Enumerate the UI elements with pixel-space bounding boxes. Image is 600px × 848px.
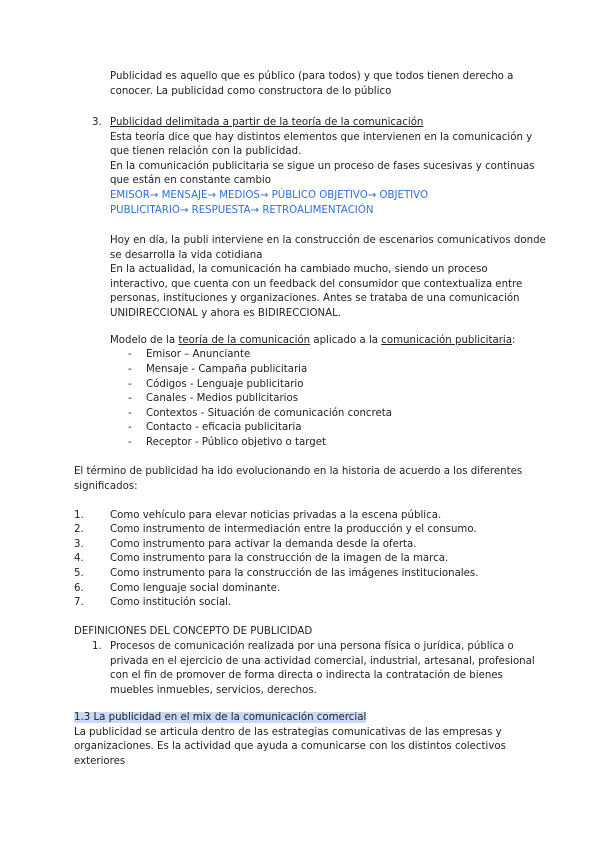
list-bullet: - bbox=[128, 379, 132, 390]
process-flow: EMISOR→ MENSAJE→ MEDIOS→ PÚBLICO OBJETIVO→ OBJETIVO bbox=[110, 189, 428, 201]
paragraph-publi bbox=[110, 234, 546, 322]
list-number: 5. bbox=[74, 568, 84, 579]
list-number: 7. bbox=[74, 597, 84, 608]
list-bullet: - bbox=[128, 364, 132, 375]
list-bullet: - bbox=[128, 422, 132, 433]
list-number: 6. bbox=[74, 583, 84, 594]
mix-section bbox=[74, 711, 506, 769]
list-item: Como institución social. bbox=[110, 597, 232, 608]
paragraph-line: privada en el ejercicio de una actividad comercial, industrial, artesanal, profesional bbox=[110, 655, 535, 667]
list-item: Como instrumento para la construcción de la imagen de la marca. bbox=[110, 553, 449, 564]
model-mid: aplicado a la bbox=[310, 335, 382, 346]
paragraph-line: que están en constante cambio bbox=[110, 175, 271, 187]
paragraph-line: se desarrolla la vida cotidiana bbox=[110, 249, 263, 261]
paragraph-line: significados: bbox=[74, 480, 138, 492]
list-item: Canales - Medios publicitarios bbox=[146, 393, 299, 404]
definition-paragraph bbox=[110, 640, 535, 698]
list-item: Como instrumento para la construcción de las imágenes institucionales. bbox=[110, 568, 479, 579]
list-number: 1. bbox=[74, 510, 84, 521]
paragraph-line: interactivo, que cuenta con un feedback del consumidor que contextualiza entre bbox=[110, 278, 523, 290]
list-number: 2. bbox=[74, 524, 84, 535]
list-number: 1. bbox=[92, 641, 102, 652]
model-heading bbox=[110, 334, 515, 349]
intro-line: conocer. La publicidad como constructora de lo público bbox=[110, 85, 392, 97]
list-item: Mensaje - Campaña publicitaria bbox=[146, 364, 308, 375]
intro-line: Publicidad es aquello que es público (para todos) y que todos tienen derecho a bbox=[110, 71, 514, 82]
list-item: Como instrumento para activar la demanda desde la oferta. bbox=[110, 539, 417, 550]
list-item: Como lenguaje social dominante. bbox=[110, 583, 281, 594]
paragraph-line: organizaciones. Es la actividad que ayuda a comunicarse con los distintos colectivos bbox=[74, 741, 506, 753]
paragraph-line: En la actualidad, la comunicación ha cambiado mucho, siendo un proceso bbox=[110, 264, 488, 276]
list-bullet: - bbox=[128, 437, 132, 448]
paragraph-line: UNIDIRECCIONAL y ahora es BIDIRECCIONAL. bbox=[110, 307, 341, 319]
paragraph-line: personas, instituciones y organizaciones. Antes se trataba de una comunicación bbox=[110, 293, 520, 305]
section-3 bbox=[110, 116, 535, 218]
list-bullet: - bbox=[128, 393, 132, 404]
list-item: Como instrumento de intermediación entre la producción y el consumo. bbox=[110, 524, 477, 535]
paragraph-line: Procesos de comunicación realizada por una persona física o jurídica, pública o bbox=[110, 641, 514, 652]
paragraph-line: con el fin de promover de forma directa o indirecta la contratación de bienes bbox=[110, 670, 503, 682]
list-item: Contacto - eficacia publicitaria bbox=[146, 422, 302, 433]
list-item: Receptor - Público objetivo o target bbox=[146, 437, 326, 448]
model-prefix: Modelo de la bbox=[110, 335, 179, 346]
list-item: Como vehículo para elevar noticias privadas a la escena pública. bbox=[110, 510, 442, 521]
list-item: Emisor – Anunciante bbox=[146, 349, 251, 360]
evolution-paragraph bbox=[74, 465, 522, 494]
model-link-comunicacion: comunicación publicitaria bbox=[381, 335, 512, 346]
paragraph-line: muebles inmuebles, servicios, derechos. bbox=[110, 684, 317, 696]
paragraph-line: La publicidad se articula dentro de las estrategias comunicativas de las empresas y bbox=[74, 726, 502, 738]
section-heading-highlighted: 1.3 La publicidad en el mix de la comunicación comercial bbox=[74, 712, 367, 723]
section-number: 3. bbox=[92, 117, 102, 128]
paragraph-line: exteriores bbox=[74, 755, 126, 767]
process-flow: PUBLICITARIO→ RESPUESTA→ RETROALIMENTACIÓN bbox=[110, 204, 374, 216]
definitions-heading: DEFINICIONES DEL CONCEPTO DE PUBLICIDAD bbox=[74, 626, 313, 637]
list-item: Códigos - Lenguaje publicitario bbox=[146, 379, 304, 390]
paragraph-line: que tienen relación con la publicidad. bbox=[110, 146, 302, 158]
paragraph-line: En la comunicación publicitaria se sigue un proceso de fases sucesivas y continuas bbox=[110, 160, 535, 172]
list-number: 4. bbox=[74, 553, 84, 564]
list-item: Contextos - Situación de comunicación concreta bbox=[146, 408, 392, 419]
list-bullet: - bbox=[128, 349, 132, 360]
model-link-teoria: teoría de la comunicación bbox=[178, 335, 311, 346]
paragraph-line: Hoy en día, la publi interviene en la construcción de escenarios comunicativos donde bbox=[110, 235, 546, 246]
intro-paragraph bbox=[110, 70, 513, 99]
paragraph-line: Esta teoría dice que hay distintos elementos que intervienen en la comunicación y bbox=[110, 131, 533, 143]
list-bullet: - bbox=[128, 408, 132, 419]
model-suffix: : bbox=[511, 335, 516, 346]
section-title: Publicidad delimitada a partir de la teoría de la comunicación bbox=[110, 117, 424, 128]
paragraph-line: El término de publicidad ha ido evolucionando en la historia de acuerdo a los diferentes bbox=[74, 466, 523, 477]
list-number: 3. bbox=[74, 539, 84, 550]
